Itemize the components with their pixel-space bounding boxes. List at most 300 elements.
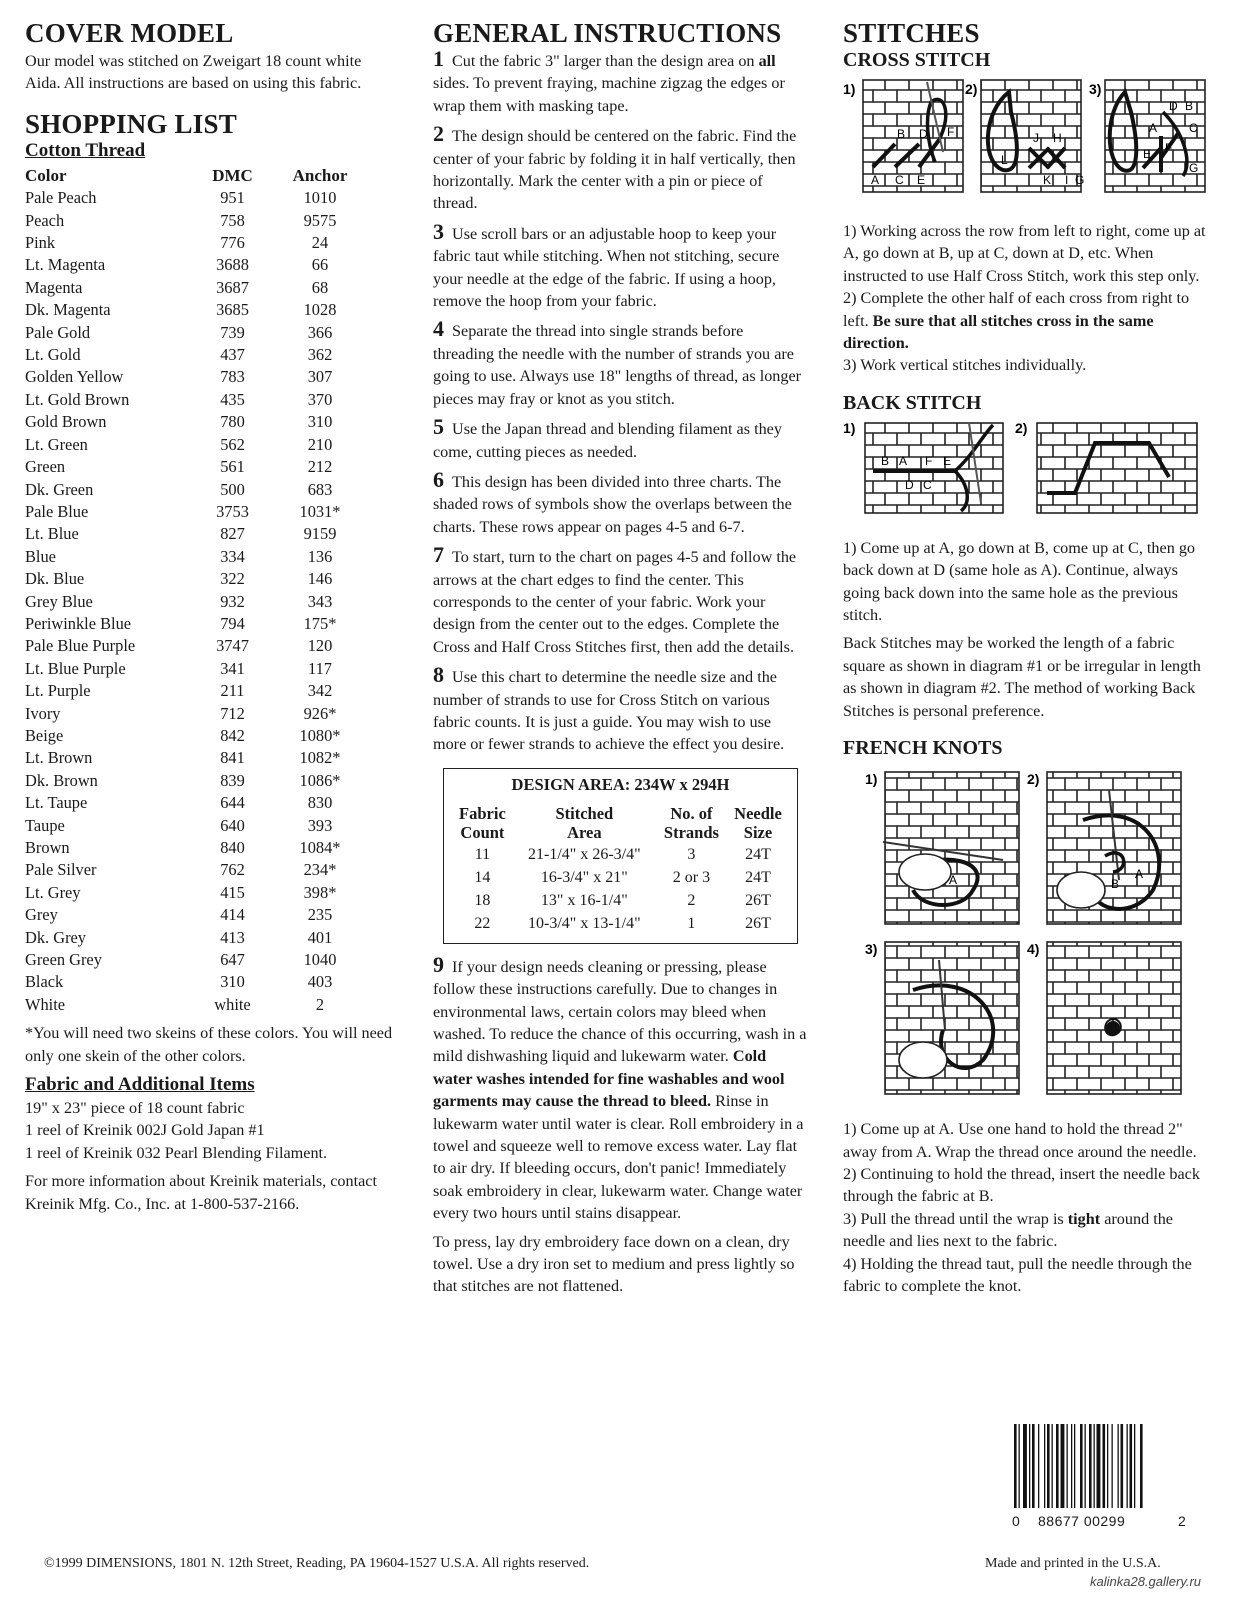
diagram-label: 1) <box>843 419 856 436</box>
barcode-left-digit: 0 <box>1012 1513 1020 1529</box>
table-row <box>25 546 370 568</box>
thread-anchor-number: 393 <box>307 815 333 835</box>
cross-step-3: 3) Work vertical stitches individually. <box>843 356 1087 375</box>
barcode-bar <box>1094 1424 1095 1508</box>
thread-color-name: Lt. Magenta <box>25 255 106 275</box>
cross-diagram-1 <box>843 80 963 192</box>
diagram-label: 2) <box>965 81 978 97</box>
middle-column <box>433 18 808 1298</box>
thread-anchor-number: 136 <box>307 546 333 566</box>
thread-anchor-number: 1082* <box>299 748 341 768</box>
thread-dmc-number: 437 <box>220 345 245 365</box>
fabric-item: 1 reel of Kreinik 002J Gold Japan #1 <box>25 1121 265 1140</box>
thread-anchor-number: 1040 <box>303 950 337 970</box>
table-row <box>25 994 370 1016</box>
back-stitch-diagram <box>843 415 1213 519</box>
svg-text:G: G <box>1189 161 1199 175</box>
thread-color-name: Pale Peach <box>25 188 97 208</box>
col-header-dmc: DMC <box>212 165 253 185</box>
french-step-3: 3) Pull the thread until the wrap is tight around the needle and lies next to the fabric. <box>843 1209 1173 1251</box>
thread-color-name: Gold Brown <box>25 412 107 432</box>
thread-anchor-number: 366 <box>307 322 333 342</box>
thread-dmc-number: 3685 <box>216 300 249 320</box>
table-row <box>25 479 370 501</box>
left-column <box>25 18 395 1215</box>
design-area-body <box>452 843 789 935</box>
barcode-bars <box>1012 1424 1188 1508</box>
thread-color-name: Lt. Blue Purple <box>25 658 126 678</box>
cross-diagram-2 <box>965 80 1084 192</box>
thread-dmc-number: 762 <box>220 860 245 880</box>
da-header-stitched-area: Stitched Area <box>555 803 614 842</box>
stitches-heading: STITCHES <box>843 18 980 48</box>
table-row <box>25 882 370 904</box>
thread-anchor-number: 24 <box>311 233 329 253</box>
step-number: 4 <box>433 316 444 342</box>
svg-text:A: A <box>1135 867 1144 882</box>
thread-anchor-number: 120 <box>307 636 333 656</box>
shopping-list-heading: SHOPPING LIST <box>25 108 237 139</box>
barcode-bar <box>1089 1424 1092 1508</box>
svg-text:B: B <box>1111 877 1120 892</box>
thread-dmc-number: 758 <box>220 210 245 230</box>
barcode-bar <box>1061 1424 1065 1508</box>
design-area-cell: 3 <box>687 845 696 863</box>
barcode-bar <box>1130 1424 1133 1508</box>
col-header-color: Color <box>25 165 67 185</box>
thread-color-name: Dk. Grey <box>25 927 86 947</box>
step-bold-text: Cold water washes intended for fine washables and wool garments may cause the thread to bleed. <box>433 1047 785 1111</box>
table-row <box>452 866 789 889</box>
svg-text:C: C <box>923 477 932 492</box>
step-number: 9 <box>433 951 444 977</box>
thread-anchor-number: 362 <box>307 345 333 365</box>
barcode-bar <box>1019 1424 1020 1508</box>
thread-anchor-number: 1084* <box>299 838 341 857</box>
general-instructions-heading: GENERAL INSTRUCTIONS <box>433 18 782 48</box>
barcode-bar <box>1032 1424 1035 1508</box>
table-row <box>25 210 370 232</box>
fabric-item: 1 reel of Kreinik 032 Pearl Blending Filament. <box>25 1143 328 1162</box>
cross-stitch-text <box>843 220 1218 377</box>
thread-color-name: Magenta <box>25 277 83 297</box>
svg-text:K: K <box>1043 173 1052 187</box>
table-row <box>25 792 370 814</box>
step-text: If your design needs cleaning or pressing, please follow these instructions carefully. Due to changes in environmental laws, certain colors may bleed when washed. To reduce the chance of this occurring, wash in a mild dishwashing liquid and lukewarm water. <box>433 957 807 1066</box>
cross-stitch-heading: CROSS STITCH <box>843 49 991 71</box>
thread-dmc-number: 647 <box>220 950 245 970</box>
table-row <box>25 837 370 859</box>
step-number: 3 <box>433 218 444 244</box>
svg-text:A: A <box>871 173 880 187</box>
thread-color-name: Dk. Brown <box>25 770 98 790</box>
thread-dmc-number: 3687 <box>216 277 249 297</box>
thread-anchor-number: 235 <box>307 905 333 925</box>
diagram-label: 1) <box>865 771 878 788</box>
thread-anchor-number: 403 <box>307 972 333 992</box>
cover-model-text: Our model was stitched on Zweigart 18 count white Aida. All instructions are based on using this fabric. <box>25 52 362 93</box>
thread-anchor-number: 210 <box>307 434 333 454</box>
table-row <box>25 232 370 254</box>
table-row <box>25 859 370 881</box>
step-number: 5 <box>433 414 444 440</box>
step-text: Use the Japan thread and blending filament as they come, cutting pieces as needed. <box>433 420 782 461</box>
thread-color-name: Grey Blue <box>25 591 93 611</box>
thread-dmc-number: 310 <box>220 972 245 992</box>
thread-color-name: Beige <box>25 725 64 745</box>
cross-step-2: 2) Complete the other half of each cross from right to left. Be sure that all stitches cross in the same direction. <box>843 289 1190 353</box>
design-area-header <box>452 803 789 843</box>
table-row <box>25 366 370 388</box>
thread-anchor-number: 68 <box>311 277 329 297</box>
instruction-step-1 <box>433 48 808 117</box>
thread-anchor-number: 146 <box>307 569 333 589</box>
thread-anchor-number: 2 <box>315 994 325 1014</box>
design-area-cell: 24T <box>745 845 771 863</box>
thread-color-name: Periwinkle Blue <box>25 613 132 633</box>
thread-table-body <box>25 187 370 1016</box>
svg-text:B: B <box>897 127 906 141</box>
table-row <box>25 613 370 635</box>
barcode-bar <box>1118 1424 1119 1508</box>
design-area-title: DESIGN AREA: 234W x 294H <box>511 774 730 794</box>
barcode-bar <box>1080 1424 1083 1508</box>
table-row <box>25 591 370 613</box>
svg-text:A: A <box>949 873 958 888</box>
table-row <box>25 725 370 747</box>
step-number: 8 <box>433 662 444 688</box>
instruction-step-5 <box>433 416 808 463</box>
step-number: 7 <box>433 542 444 568</box>
table-row <box>25 344 370 366</box>
thread-color-name: Lt. Purple <box>25 681 91 701</box>
diagram-label: 4) <box>1027 941 1040 958</box>
thread-color-name: Grey <box>25 905 58 925</box>
thread-dmc-number: 840 <box>220 838 245 857</box>
barcode-bar <box>1107 1424 1108 1508</box>
svg-text:E: E <box>943 453 952 468</box>
thread-color-name: Lt. Grey <box>25 882 81 902</box>
diagram-label: 3) <box>865 941 878 958</box>
table-row <box>25 389 370 411</box>
table-row <box>25 254 370 276</box>
svg-text:E: E <box>1143 147 1152 161</box>
thread-dmc-number: 739 <box>220 322 245 342</box>
thread-color-name: Dk. Green <box>25 479 94 499</box>
thread-dmc-number: 712 <box>220 703 245 723</box>
design-area-cell: 18 <box>474 891 491 909</box>
thread-dmc-number: 322 <box>220 569 245 589</box>
table-row <box>25 434 370 456</box>
back-stitch-heading: BACK STITCH <box>843 391 982 414</box>
thread-anchor-number: 175* <box>303 613 337 633</box>
barcode-bar <box>1038 1424 1039 1508</box>
thread-anchor-number: 343 <box>307 591 333 611</box>
thread-anchor-number: 307 <box>307 367 333 387</box>
thread-table <box>25 165 370 1016</box>
instruction-step-2 <box>433 123 808 215</box>
thread-dmc-number: 841 <box>220 748 245 768</box>
table-row <box>25 322 370 344</box>
kreinik-info: For more information about Kreinik materials, contact Kreinik Mfg. Co., Inc. at 1-800-537-2166. <box>25 1172 377 1213</box>
step-text: Use this chart to determine the needle size and the number of strands to use for Cross Stitch on various fabric counts. It is just a guide. You may wish to use more or fewer strands to achieve the effect you desire. <box>433 668 785 754</box>
french-step-2: 2) Continuing to hold the thread, insert the needle back through the fabric at B. <box>843 1164 1200 1206</box>
thread-dmc-number: 842 <box>220 725 245 745</box>
thread-color-name: Pale Blue <box>25 501 89 521</box>
thread-color-name: Brown <box>25 838 70 857</box>
french-diagram-2 <box>1027 771 1181 924</box>
thread-color-name: Green <box>25 457 66 477</box>
table-row <box>25 187 370 209</box>
svg-text:A: A <box>1149 121 1158 135</box>
fabric-items-heading: Fabric and Additional Items <box>25 1074 255 1096</box>
thread-anchor-number: 926* <box>303 703 337 723</box>
thread-anchor-number: 212 <box>307 457 333 477</box>
table-row <box>25 680 370 702</box>
diagram-label: 1) <box>843 81 856 97</box>
svg-text:C: C <box>895 173 904 187</box>
da-header-fabric-count: Fabric Count <box>459 803 506 842</box>
thread-anchor-number: 1010 <box>303 188 337 208</box>
table-row <box>25 971 370 993</box>
design-area-cell: 26T <box>745 914 771 932</box>
barcode <box>1012 1424 1188 1528</box>
thread-dmc-number: 500 <box>220 479 245 499</box>
diagram-label: 2) <box>1015 419 1028 436</box>
svg-text:E: E <box>917 173 926 187</box>
design-area-cell: 22 <box>474 914 491 932</box>
diagram-label: 3) <box>1089 81 1102 97</box>
design-area-cell: 24T <box>745 868 771 886</box>
instruction-step-3 <box>433 218 808 313</box>
french-knots-heading: FRENCH KNOTS <box>843 737 1003 760</box>
step-text: This design has been divided into three charts. The shaded rows of symbols show the overlaps between the charts. These rows appear on pages 4-5 and 6-7. <box>433 472 792 536</box>
design-area-cell: 16-3/4" x 21" <box>540 868 628 886</box>
barcode-bar <box>1127 1424 1128 1508</box>
svg-text:H: H <box>1053 131 1062 145</box>
step-text: sides. To prevent fraying, machine zigzag the edges or wrap them with masking tape. <box>433 74 785 115</box>
thread-dmc-number: 644 <box>220 793 245 813</box>
thread-color-name: Blue <box>25 546 56 566</box>
step-text: To start, turn to the chart on pages 4-5 and follow the arrows at the chart edges to find the center. This corresponds to the center of your fabric. Work your design from the center out to the edges. Complete the Cross and Half Cross Stitches first, then add the details. <box>433 548 797 656</box>
french-step-4: 4) Holding the thread taut, pull the needle through the fabric to complete the knot. <box>843 1254 1192 1295</box>
thread-color-name: Lt. Gold Brown <box>25 389 130 409</box>
thread-dmc-number: 780 <box>220 412 245 432</box>
barcode-bar <box>1014 1424 1017 1508</box>
barcode-number: 88677 00299 <box>1038 1513 1126 1529</box>
french-diagram-3 <box>865 941 1019 1094</box>
design-area-cell: 14 <box>474 868 491 886</box>
thread-dmc-number: 839 <box>220 770 245 790</box>
back-stitch-text <box>843 537 1218 722</box>
table-row <box>25 658 370 680</box>
french-knots-diagram <box>843 760 1213 1110</box>
thread-dmc-number: 561 <box>220 457 245 477</box>
thread-color-name: Dk. Magenta <box>25 300 111 320</box>
thread-anchor-number: 683 <box>307 479 333 499</box>
barcode-right-digit: 2 <box>1178 1513 1186 1529</box>
thread-dmc-number: 435 <box>220 389 245 409</box>
barcode-bar <box>1121 1424 1124 1508</box>
french-diagram-1 <box>865 771 1019 924</box>
thread-color-name: Pale Blue Purple <box>25 636 136 656</box>
barcode-bar <box>1085 1424 1086 1508</box>
da-header-needle-size: Needle Size <box>734 803 782 842</box>
barcode-bar <box>1112 1424 1113 1508</box>
thread-dmc-number: 562 <box>220 434 245 454</box>
barcode-bar <box>1074 1424 1075 1508</box>
made-in-usa: Made and printed in the U.S.A. <box>985 1556 1161 1571</box>
thread-anchor-number: 1080* <box>299 725 341 745</box>
thread-dmc-number: 776 <box>220 233 245 253</box>
table-row <box>452 843 789 866</box>
barcode-bar <box>1029 1424 1030 1508</box>
thread-anchor-number: 1028 <box>303 300 337 320</box>
step-bold-text: all <box>758 52 776 70</box>
thread-dmc-number: 783 <box>220 367 245 387</box>
cross-diagram-3 <box>1089 80 1205 192</box>
table-row <box>25 568 370 590</box>
table-row <box>25 501 370 523</box>
svg-text:F: F <box>947 125 955 139</box>
barcode-bar <box>1140 1424 1143 1508</box>
thread-anchor-number: 830 <box>307 793 333 813</box>
barcode-bar <box>1067 1424 1068 1508</box>
thread-dmc-number: 341 <box>220 658 245 678</box>
press-instructions: To press, lay dry embroidery face down on a clean, dry towel. Use a dry iron set to medium and press lightly so that stitches are not flattened. <box>433 1232 795 1296</box>
instruction-step-7 <box>433 544 808 658</box>
design-area-cell: 2 <box>687 891 696 909</box>
back-diagram-2 <box>1015 420 1197 513</box>
design-area-cell: 1 <box>687 914 696 932</box>
thread-color-name: Black <box>25 972 64 992</box>
diagram-label: 2) <box>1027 771 1040 788</box>
thread-anchor-number: 9159 <box>303 524 337 544</box>
back-diagram-1 <box>843 420 1003 513</box>
table-row <box>25 703 370 725</box>
thread-color-name: Lt. Green <box>25 434 88 454</box>
table-row <box>25 770 370 792</box>
instruction-step-6 <box>433 466 808 538</box>
table-row <box>25 299 370 321</box>
thread-color-name: Lt. Gold <box>25 345 81 365</box>
thread-anchor-number: 370 <box>307 389 333 409</box>
french-step-1: 1) Come up at A. Use one hand to hold the thread 2" away from A. Wrap the thread once around the needle. <box>843 1120 1197 1161</box>
thread-color-name: Pink <box>25 233 56 253</box>
thread-color-name: Pale Gold <box>25 322 91 342</box>
thread-dmc-number: 415 <box>220 882 245 902</box>
thread-dmc-number: 3688 <box>216 255 249 275</box>
svg-text:F: F <box>925 453 933 468</box>
table-row <box>25 904 370 926</box>
barcode-bar <box>1134 1424 1135 1508</box>
instruction-step-8 <box>433 664 808 756</box>
table-row <box>25 949 370 971</box>
step-number: 6 <box>433 466 444 492</box>
design-area-cell: 11 <box>474 845 491 863</box>
svg-text:B: B <box>1185 99 1194 113</box>
design-area-cell: 26T <box>745 891 771 909</box>
thread-color-name: Pale Silver <box>25 860 97 880</box>
barcode-bar <box>1052 1424 1053 1508</box>
thread-color-name: Golden Yellow <box>25 367 124 387</box>
svg-text:D: D <box>919 127 928 141</box>
thread-dmc-number: 414 <box>220 905 245 925</box>
thread-table-header <box>25 165 370 187</box>
table-row <box>25 523 370 545</box>
design-area-cell: 21-1/4" x 26-3/4" <box>528 845 641 863</box>
thread-color-name: Peach <box>25 210 65 230</box>
table-row <box>25 277 370 299</box>
cover-model-heading: COVER MODEL <box>25 18 234 48</box>
step-number: 1 <box>433 46 444 71</box>
thread-anchor-number: 1031* <box>299 501 341 521</box>
step-number: 2 <box>433 121 444 147</box>
thread-dmc-number: 3753 <box>216 501 249 521</box>
svg-text:L: L <box>1001 153 1008 167</box>
instruction-step-4 <box>433 318 808 410</box>
svg-text:B: B <box>881 453 890 468</box>
table-row <box>452 889 789 912</box>
barcode-bar <box>1097 1424 1101 1508</box>
french-diagram-4 <box>1027 941 1181 1094</box>
back-step-1: 1) Come up at A, go down at B, come up at C, then go back down at D (same hole as A). Continue, always going back down into the same hole as the previous stitch. <box>843 538 1196 625</box>
thread-color-name: Lt. Taupe <box>25 793 88 813</box>
step-text: The design should be centered on the fabric. Find the center of your fabric by folding it in half vertically, then horizontally. Mark the center with a pin or piece of thread. <box>433 127 797 213</box>
barcode-bar <box>1047 1424 1050 1508</box>
design-area-cell: 10-3/4" x 13-1/4" <box>528 914 641 932</box>
skein-note: *You will need two skeins of these colors. You will need only one skein of the other colors. <box>25 1024 393 1065</box>
back-step-2: Back Stitches may be worked the length of a fabric square as shown in diagram #1 or be irregular in length as shown in diagram #2. The method of working Back Stitches is personal preference. <box>843 634 1201 720</box>
cross-stitch-diagram <box>843 72 1213 200</box>
thread-color-name: Lt. Brown <box>25 748 93 768</box>
thread-dmc-number: white <box>214 994 251 1014</box>
table-row <box>25 456 370 478</box>
step-text: Cut the fabric 3" larger than the design area on <box>452 52 759 70</box>
svg-text:C: C <box>1189 121 1198 135</box>
thread-color-name: White <box>25 994 66 1014</box>
col-header-anchor: Anchor <box>292 165 348 185</box>
svg-text:D: D <box>905 477 914 492</box>
fabric-item: 19" x 23" piece of 18 count fabric <box>25 1099 245 1118</box>
cotton-thread-subheading: Cotton Thread <box>25 139 146 161</box>
design-area-box <box>443 768 798 944</box>
cross-step-1: 1) Working across the row from left to right, come up at A, go down at B, up at C, down at D, etc. When instructed to use Half Cross Stitch, work this step only. <box>843 222 1206 285</box>
svg-text:I: I <box>1065 173 1069 187</box>
thread-dmc-number: 827 <box>220 524 245 544</box>
barcode-bar <box>1044 1424 1045 1508</box>
thread-color-name: Green Grey <box>25 950 102 970</box>
svg-text:A: A <box>899 453 908 468</box>
table-row <box>25 411 370 433</box>
thread-anchor-number: 310 <box>307 412 333 432</box>
thread-dmc-number: 211 <box>220 681 245 701</box>
thread-dmc-number: 794 <box>220 613 245 633</box>
thread-color-name: Ivory <box>25 703 61 723</box>
svg-text:J: J <box>1033 131 1039 145</box>
design-area-cell: 2 or 3 <box>672 868 711 886</box>
table-row <box>25 635 370 657</box>
table-row <box>25 927 370 949</box>
instruction-step-9 <box>433 951 808 1225</box>
thread-anchor-number: 398* <box>303 882 337 902</box>
step-text: Use scroll bars or an adjustable hoop to keep your fabric taut while stitching. When not stitching, secure your needle at the edge of the fabric. If using a hoop, remove the hoop from your fabric. <box>433 224 780 311</box>
svg-text:D: D <box>1169 99 1178 113</box>
thread-dmc-number: 334 <box>220 546 245 566</box>
thread-anchor-number: 342 <box>307 681 333 701</box>
thread-color-name: Dk. Blue <box>25 569 85 589</box>
step-text: Separate the thread into single strands before threading the needle with the number of strands you are going to use. Always use 18" lengths of thread, as longer pieces may fray or knot as you stitch. <box>433 322 802 408</box>
